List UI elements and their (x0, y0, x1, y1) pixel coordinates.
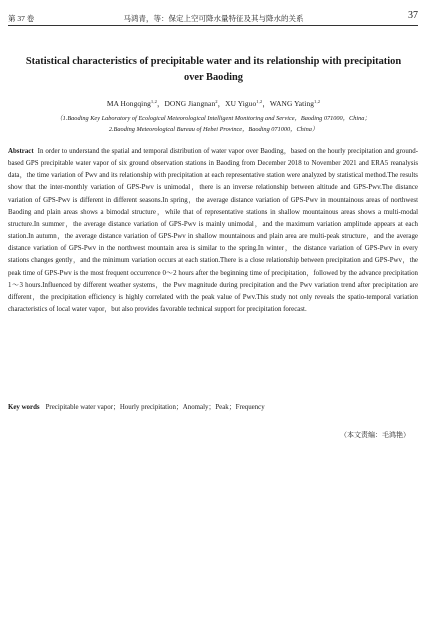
author-affiliation-mark: 1,2 (256, 99, 263, 104)
abstract-block (8, 146, 418, 316)
journal-volume: 第 37 卷 (8, 14, 35, 23)
paper-title: Statistical characteristics of precipitable water and its relationship with precipitation over Baoding (25, 56, 402, 83)
running-title: 马鸿青，等：保定上空可降水量特征及其与降水的关系 (123, 14, 304, 23)
author-name: MA Hongqing (106, 99, 151, 108)
page-header (0, 0, 427, 28)
author-name: XU Yiguo (225, 99, 257, 108)
affiliation-line: （1.Baoding Key Laboratory of Ecological Meteorological Intelligent Monitoring and Service，Baoding 071000，China； (56, 115, 371, 122)
abstract-text: In order to understand the spatial and temporal distribution of water vapor over Baoding，based on the hourly precipitation and ground-based GPS precipitable water vapor of six ground observation stations in Baoding from December 2018 to November 2021 and ERA5 reanalysis data，the time variation of Pwv and its relationship with precipitation at each representative station were analyzed by statistical method.The results show that the inter-monthly variation of GPS-Pwv is unimodal，there is an inverse relationship between altitude and GPS-Pwv.The distance variation of GPS-Pwv is different in different seasons.In spring，the average distance variation of GPS-Pwv in mountainous areas of northwest Baoding and plain areas shows a bimodal structure，while that of representative stations in shallow mountainous areas shows a multi-modal structure.In summer，the average distance variation of GPS-Pwv is mainly unimodal，and the maximum variation amplitude appears at each station.In autumn，the average distance variation of GPS-Pwv in shallow mountainous and plain area are multi-peak structure，and the average distance variation of GPS-Pwv in the northwest mountain area is similar to the spring.In winter，the distance variation of GPS-Pwv in every stations changes gently，and the minimum variation occurs at each station.There is a close relationship between precipitation and GPS-Pwv，the peak time of GPS-Pwv is the most frequent occurrence 0～2 hours after the beginning time of precipitation，followed by the advance precipitation 1～3 hours.Influenced by different weather systems，the Pwv magnitude during precipitation and the Pwv variation trend after precipitation are different，the precipitation efficiency is highly correlated with the peak value of Pwv.This study not only reveals the spatio-temporal variation characteristics of local water vapor，but also provides favorable technical support for precipitation forecast. (8, 148, 418, 314)
author-name: DONG Jiangnan (164, 99, 216, 108)
author-affiliation-mark: 1,2 (314, 99, 321, 104)
author-name: WANG Yating (269, 99, 315, 108)
author-list: MA Hongqing$^{1,2}$，DONG Jiangnan$^2$，XU Yiguo$^{1,2}$，WANG Yating$^{1,2}$ (106, 99, 321, 108)
keywords-text: Precipitable water vapor；Hourly precipitation；Anomaly；Peak；Frequency (45, 404, 265, 411)
keywords-block (8, 401, 418, 411)
abstract-label: Abstract (8, 148, 34, 155)
header-rule (8, 25, 418, 26)
page-number: 37 (408, 10, 418, 21)
affiliation-line: 2.Baoding Meteorological Bureau of Hebei Province，Baoding 071000，China） (108, 126, 319, 133)
editor-note: （本文责编：毛鸿艳） (340, 431, 410, 439)
author-affiliation-mark: 2 (215, 99, 218, 104)
author-affiliation-mark: 1,2 (150, 99, 157, 104)
keywords-label: Key words (8, 404, 40, 411)
